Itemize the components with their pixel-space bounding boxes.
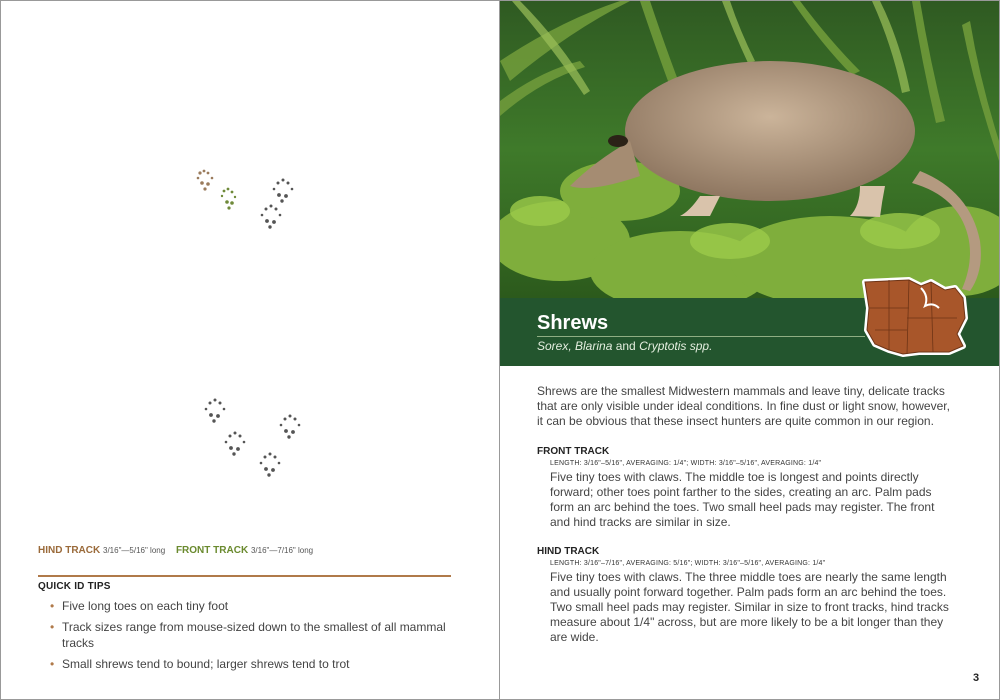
page-number: 3 bbox=[973, 672, 980, 684]
genus-conjunction: and bbox=[612, 339, 640, 353]
hind-track-size: 3/16"—5/16" long bbox=[103, 546, 166, 555]
title-divider bbox=[537, 336, 865, 337]
hind-track-label: HIND TRACK bbox=[38, 545, 101, 556]
track-upper-group bbox=[197, 170, 294, 229]
track-illustration bbox=[186, 161, 316, 481]
tip-item bbox=[50, 619, 451, 651]
right-page bbox=[500, 0, 1000, 700]
front-track-section bbox=[537, 446, 957, 530]
intro-paragraph: Shrews are the smallest Midwestern mammals and leave tiny, delicate tracks that are only visible under ideal conditions. In fine dust or light snow, however, it can be obvious that these insect hunters are quite common in our region. bbox=[537, 384, 950, 428]
genus-names-2: Cryptotis spp. bbox=[639, 339, 713, 353]
track-size-caption bbox=[38, 545, 313, 556]
tip-text: Small shrews tend to bound; larger shrews tend to trot bbox=[62, 657, 350, 671]
hind-track-section bbox=[537, 546, 957, 645]
shrew-photo bbox=[500, 1, 999, 298]
tips-list bbox=[38, 598, 451, 672]
tip-item bbox=[50, 598, 451, 614]
front-track-size: 3/16"—7/16" long bbox=[250, 546, 314, 555]
tip-text: Track sizes range from mouse-sized down to the smallest of all mammal tracks bbox=[62, 620, 446, 650]
front-track-measurements: LENGTH: 3/16"–5/16", AVERAGING: 1/4"; WIDTH: 3/16"–5/16", AVERAGING: 1/4" bbox=[550, 460, 822, 467]
bullet-icon: • bbox=[50, 620, 55, 634]
quick-id-title: QUICK ID TIPS bbox=[38, 581, 111, 592]
track-lower-group bbox=[205, 399, 301, 477]
hind-track-measurements: LENGTH: 3/16"–7/16", AVERAGING: 5/16"; WIDTH: 3/16"–5/16", AVERAGING: 1/4" bbox=[550, 560, 826, 567]
front-track-label: FRONT TRACK bbox=[175, 545, 249, 556]
bullet-icon: • bbox=[50, 599, 55, 613]
genus-names: Sorex, Blarina bbox=[537, 339, 613, 353]
bullet-icon: • bbox=[50, 657, 55, 671]
front-track-description: Five tiny toes with claws. The middle toe is longest and points directly forward; other toes point farther to the sides, creating an arc. Palm pads form an arc behind the toes. Two small heel pads may register. The front and hind tracks are similar in size. bbox=[550, 470, 935, 529]
tips-divider bbox=[38, 575, 451, 577]
tip-text: Five long toes on each tiny foot bbox=[62, 599, 229, 613]
range-map bbox=[859, 274, 971, 358]
tip-item bbox=[50, 656, 451, 672]
page-title: Shrews bbox=[537, 312, 609, 334]
hind-track-description: Five tiny toes with claws. The three middle toes are nearly the same length and usually point forward together. Palm pads form an arc behind the toes. Two small heel pads may register. Similar in size to front tracks, hind tracks measure about 1/4" across, but are more likely to be a bit longer than they are wide. bbox=[550, 570, 949, 644]
front-track-title: FRONT TRACK bbox=[537, 446, 610, 457]
hind-track-title: HIND TRACK bbox=[537, 546, 600, 557]
scientific-name bbox=[537, 339, 712, 353]
quick-id-tips bbox=[38, 575, 451, 677]
